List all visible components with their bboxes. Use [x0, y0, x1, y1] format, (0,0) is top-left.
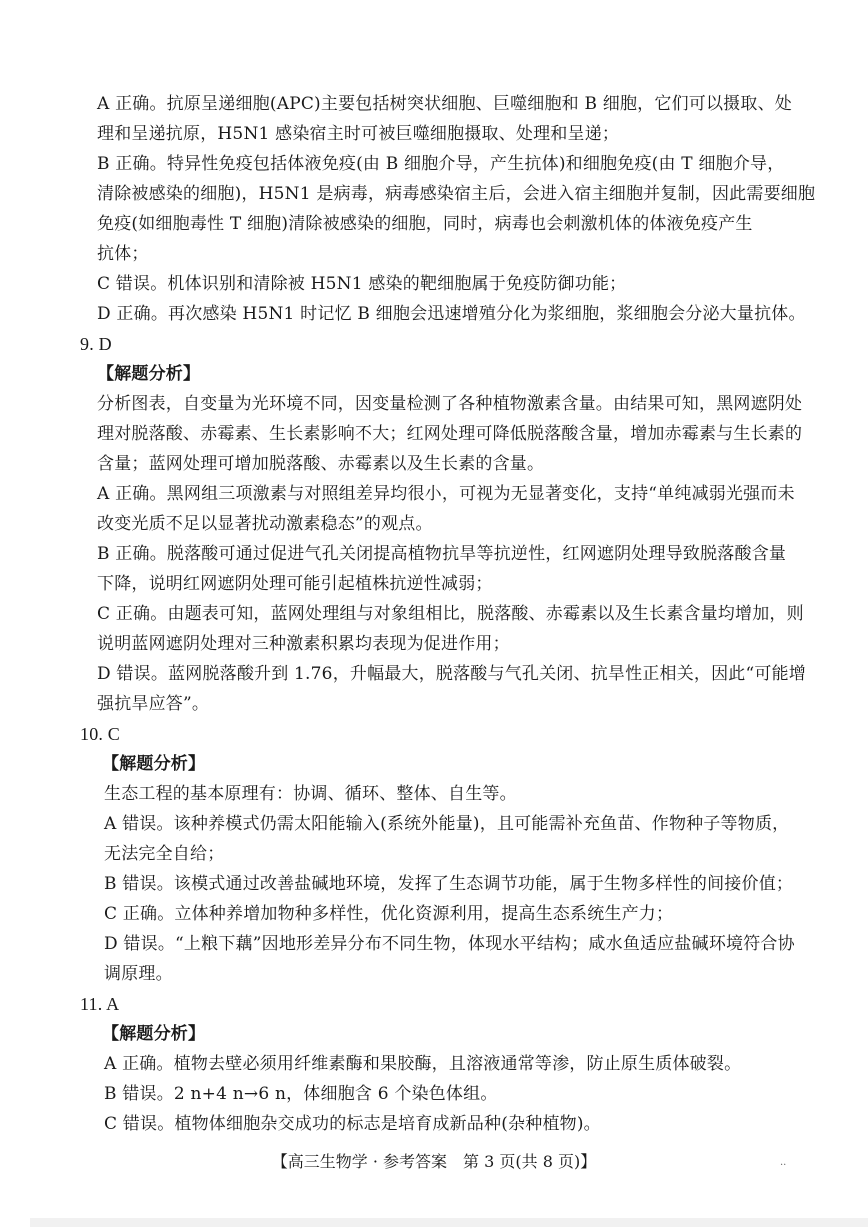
q9-option-d-line2: 强抗旱应答”。 — [97, 694, 210, 714]
bottom-edge-divider — [30, 1218, 868, 1227]
q8-option-d-line1: D 正确。再次感染 H5N1 时记忆 B 细胞会迅速增殖分化为浆细胞，浆细胞会分泌大量抗体。 — [97, 304, 806, 324]
q8-option-c-line1: C 错误。机体识别和清除被 H5N1 感染的靶细胞属于免疫防御功能； — [97, 274, 627, 294]
q9-option-b-line2: 下降，说明红网遮阴处理可能引起植株抗逆性减弱； — [97, 574, 493, 594]
q9-option-b-line1: B 正确。脱落酸可通过促进气孔关闭提高植物抗旱等抗逆性，红网遮阴处理导致脱落酸含量 — [97, 544, 787, 564]
q9-answer: 9. D — [80, 334, 112, 354]
q9-analysis-line3: 含量；蓝网处理可增加脱落酸、赤霉素以及生长素的含量。 — [97, 454, 545, 474]
page-footer: 【高三生物学 · 参考答案 第 3 页(共 8 页)】 — [271, 1152, 597, 1171]
q10-option-c-line1: C 正确。立体种养增加物种多样性，优化资源利用，提高生态系统生产力； — [104, 904, 674, 924]
corner-mark: .. — [780, 1157, 787, 1168]
q11-answer: 11. A — [80, 994, 120, 1014]
q9-analysis-line2: 理对脱落酸、赤霉素、生长素影响不大；红网处理可降低脱落酸含量，增加赤霉素与生长素的 — [97, 424, 803, 444]
q10-answer: 10. C — [80, 724, 121, 744]
q10-analysis-line1: 生态工程的基本原理有：协调、循环、整体、自生等。 — [104, 784, 517, 804]
q9-option-a-line2: 改变光质不足以显著扰动激素稳态”的观点。 — [97, 514, 433, 534]
q11-option-b-line1: B 错误。2 n+4 n→6 n，体细胞含 6 个染色体组。 — [104, 1084, 498, 1104]
q8-option-b-line1: B 正确。特异性免疫包括体液免疫(由 B 细胞介导，产生抗体)和细胞免疫(由 T 细胞介导， — [97, 154, 785, 174]
q8-option-a-line1: A 正确。抗原呈递细胞(APC)主要包括树突状细胞、巨噬细胞和 B 细胞，它们可以摄取、处 — [97, 94, 792, 114]
q9-option-a-line1: A 正确。黑网组三项激素与对照组差异均很小，可视为无显著变化，支持“单纯减弱光强而未 — [97, 484, 795, 504]
q10-option-b-line1: B 错误。该模式通过改善盐碱地环境，发挥了生态调节功能，属于生物多样性的间接价值； — [104, 874, 794, 894]
q11-option-a-line1: A 正确。植物去壁必须用纤维素酶和果胶酶，且溶液通常等渗，防止原生质体破裂。 — [104, 1054, 742, 1074]
q10-option-d-line2: 调原理。 — [104, 964, 173, 984]
q8-option-b-line2: 清除被感染的细胞)，H5N1 是病毒，病毒感染宿主后，会进入宿主细胞并复制，因此需要细胞 — [97, 184, 816, 204]
q9-option-d-line1: D 错误。蓝网脱落酸升到 1.76，升幅最大，脱落酸与气孔关闭、抗旱性正相关，因此“可能增 — [97, 664, 806, 684]
q8-option-b-line4: 抗体； — [97, 244, 149, 264]
q10-option-a-line2: 无法完全自给； — [104, 844, 225, 864]
q8-option-a-line2: 理和呈递抗原，H5N1 感染宿主时可被巨噬细胞摄取、处理和呈递； — [97, 124, 620, 144]
q8-option-b-line3: 免疫(如细胞毒性 T 细胞)清除被感染的细胞，同时，病毒也会刺激机体的体液免疫产生 — [97, 214, 753, 234]
q10-option-d-line1: D 错误。“上粮下藕”因地形差异分布不同生物，体现水平结构；咸水鱼适应盐碱环境符合协 — [104, 934, 795, 954]
q9-option-c-line2: 说明蓝网遮阴处理对三种激素积累均表现为促进作用； — [97, 634, 510, 654]
q11-analysis-heading: 【解题分析】 — [102, 1024, 206, 1044]
q10-analysis-heading: 【解题分析】 — [102, 754, 206, 774]
q9-option-c-line1: C 正确。由题表可知，蓝网处理组与对象组相比，脱落酸、赤霉素以及生长素含量均增加，则 — [97, 604, 804, 624]
q11-option-c-line1: C 错误。植物体细胞杂交成功的标志是培育成新品种(杂种植物)。 — [104, 1114, 601, 1134]
q9-analysis-heading: 【解题分析】 — [97, 364, 201, 384]
q10-option-a-line1: A 错误。该种养模式仍需太阳能输入(系统外能量)，且可能需补充鱼苗、作物种子等物质， — [104, 814, 790, 834]
q9-analysis-line1: 分析图表，自变量为光环境不同，因变量检测了各种植物激素含量。由结果可知，黑网遮阴处 — [97, 394, 803, 414]
